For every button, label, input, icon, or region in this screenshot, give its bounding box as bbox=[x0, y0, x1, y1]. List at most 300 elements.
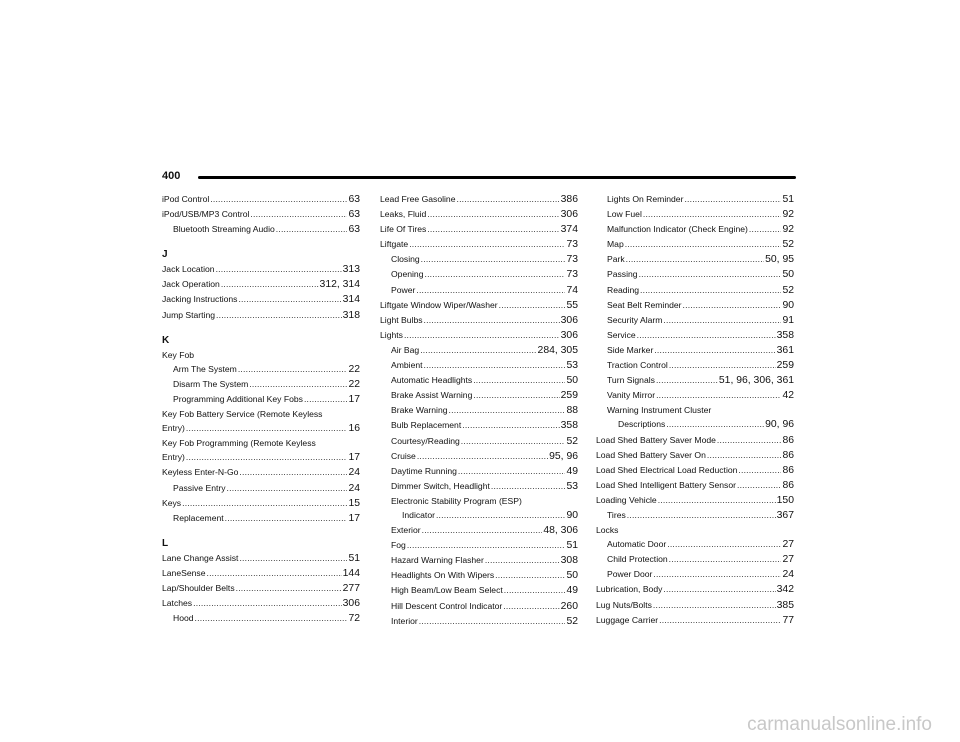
index-entry-page[interactable]: 51 bbox=[566, 540, 578, 552]
dot-leader bbox=[503, 599, 559, 613]
index-entry-page[interactable]: 53 bbox=[566, 480, 578, 492]
index-entry-title: Dimmer Switch, Headlight bbox=[391, 480, 490, 491]
dot-leader bbox=[304, 392, 348, 406]
dot-leader bbox=[427, 222, 559, 236]
dot-leader bbox=[422, 523, 543, 537]
index-entry-title: Vanity Mirror bbox=[607, 390, 656, 401]
index-entry-page[interactable]: 16 bbox=[348, 423, 360, 435]
dot-leader bbox=[186, 421, 348, 435]
index-entry bbox=[380, 523, 578, 538]
dot-leader bbox=[225, 511, 348, 525]
index-entry-page[interactable]: 91 bbox=[782, 314, 794, 326]
index-entry-page[interactable]: 52 bbox=[782, 284, 794, 296]
index-entry-title: Jacking Instructions bbox=[162, 294, 238, 305]
index-entry-page[interactable]: 24 bbox=[348, 467, 360, 479]
index-entry-title: Lights bbox=[380, 329, 403, 340]
index-entry-title: Lead Free Gasoline bbox=[380, 194, 456, 204]
dot-leader bbox=[625, 237, 782, 251]
dot-leader bbox=[485, 553, 560, 567]
index-entry bbox=[380, 192, 578, 207]
index-entry bbox=[596, 598, 794, 613]
index-entry bbox=[162, 566, 360, 581]
index-entry-title: Bulb Replacement bbox=[391, 420, 462, 431]
dot-leader bbox=[663, 313, 781, 327]
index-entry-title: Hazard Warning Flasher bbox=[391, 555, 484, 566]
dot-leader bbox=[663, 582, 775, 596]
index-entry-page[interactable]: 88 bbox=[566, 405, 578, 417]
dot-leader bbox=[404, 328, 560, 342]
dot-leader bbox=[639, 267, 782, 281]
index-entry bbox=[380, 343, 578, 358]
index-entry-title: Entry) bbox=[162, 423, 185, 434]
index-entry-page[interactable]: 52 bbox=[566, 615, 578, 627]
index-entry-page[interactable]: 86 bbox=[782, 449, 794, 461]
index-entry-title: Passing bbox=[607, 269, 638, 280]
index-entry-page[interactable]: 260 bbox=[560, 600, 578, 612]
index-entry-page[interactable]: 150 bbox=[776, 494, 794, 506]
index-entry-page[interactable]: 24 bbox=[348, 482, 360, 494]
index-entry-title: Arm The System bbox=[173, 363, 237, 374]
index-entry-page[interactable]: 17 bbox=[348, 393, 360, 405]
index-entry bbox=[380, 418, 578, 433]
index-entry-page[interactable]: 27 bbox=[782, 539, 794, 551]
dot-leader bbox=[656, 373, 718, 387]
index-entry-title: Tires bbox=[607, 509, 626, 520]
dot-leader bbox=[227, 481, 348, 495]
index-entry bbox=[162, 450, 360, 465]
dot-leader bbox=[417, 449, 548, 463]
index-entry-title: Load Shed Battery Saver On bbox=[596, 449, 706, 460]
index-entry-page[interactable]: 92 bbox=[782, 224, 794, 236]
index-entry-page[interactable]: 342 bbox=[776, 584, 794, 596]
dot-leader bbox=[409, 237, 565, 251]
index-entry-page[interactable]: 306 bbox=[560, 209, 578, 221]
index-entry-page[interactable]: 42 bbox=[782, 390, 794, 402]
dot-leader bbox=[186, 450, 348, 464]
index-entry bbox=[162, 192, 360, 207]
index-entry-page[interactable]: 308 bbox=[560, 555, 578, 567]
index-entry-page[interactable]: 50, 95 bbox=[765, 254, 794, 266]
watermark-link[interactable]: carmanualsonline.info bbox=[747, 714, 932, 735]
index-entry-page[interactable]: 73 bbox=[566, 254, 578, 266]
index-entry-page[interactable]: 259 bbox=[776, 360, 794, 372]
dot-leader bbox=[659, 613, 781, 627]
dot-leader bbox=[626, 252, 764, 266]
index-entry bbox=[596, 523, 794, 537]
index-entry-page[interactable]: 27 bbox=[782, 554, 794, 566]
index-entry bbox=[596, 508, 794, 523]
dot-leader bbox=[425, 267, 566, 281]
index-entry bbox=[380, 267, 578, 282]
index-entry-page[interactable]: 312, 314 bbox=[319, 279, 360, 291]
dot-leader bbox=[421, 252, 566, 266]
dot-leader bbox=[239, 465, 347, 479]
index-entry bbox=[162, 207, 360, 222]
index-entry bbox=[596, 192, 794, 207]
index-entry bbox=[162, 496, 360, 511]
index-entry-title: Reading bbox=[607, 284, 640, 295]
index-entry bbox=[380, 614, 578, 629]
dot-leader bbox=[495, 568, 565, 582]
index-entry bbox=[380, 298, 578, 313]
index-entry-page[interactable]: 55 bbox=[566, 299, 578, 311]
index-entry bbox=[596, 448, 794, 463]
index-entry-page[interactable]: 284, 305 bbox=[537, 344, 578, 356]
index-entry bbox=[380, 464, 578, 479]
dot-leader bbox=[658, 493, 776, 507]
index-entry-title: Replacement bbox=[173, 512, 224, 523]
index-entry-title: Automatic Door bbox=[607, 539, 667, 550]
dot-leader bbox=[436, 508, 565, 522]
index-entry-title: iPod/USB/MP3 Control bbox=[162, 209, 250, 220]
dot-leader bbox=[717, 433, 782, 447]
index-entry-page[interactable]: 306 bbox=[560, 314, 578, 326]
index-entry bbox=[380, 283, 578, 298]
index-entry bbox=[162, 362, 360, 377]
index-entry bbox=[596, 478, 794, 493]
index-entry bbox=[162, 392, 360, 407]
index-entry bbox=[162, 596, 360, 611]
index-entry-title: Child Protection bbox=[607, 554, 668, 565]
index-entry bbox=[162, 222, 360, 237]
dot-leader bbox=[669, 358, 776, 372]
index-entry-title: Traction Control bbox=[607, 360, 668, 371]
index-entry bbox=[596, 358, 794, 373]
index-entry-page[interactable]: 73 bbox=[566, 239, 578, 251]
index-entry bbox=[162, 421, 360, 436]
index-entry-title: Low Fuel bbox=[607, 209, 642, 220]
index-entry-page[interactable]: 50 bbox=[782, 269, 794, 281]
index-entry bbox=[380, 599, 578, 614]
index-entry bbox=[596, 373, 794, 388]
index-entry-title: Hood bbox=[173, 613, 194, 624]
header-rule bbox=[198, 176, 796, 179]
index-entry-title: iPod Control bbox=[162, 194, 210, 204]
index-entry-title: Key Fob bbox=[162, 349, 195, 360]
index-entry-page[interactable]: 17 bbox=[348, 512, 360, 524]
dot-leader bbox=[627, 508, 776, 522]
index-entry-title: Locks bbox=[596, 525, 619, 536]
index-entry-page[interactable]: 306 bbox=[342, 598, 360, 610]
dot-leader bbox=[667, 537, 781, 551]
index-entry bbox=[380, 434, 578, 449]
index-entry-page[interactable]: 51 bbox=[348, 552, 360, 564]
dot-leader bbox=[216, 262, 342, 276]
dot-leader bbox=[473, 373, 565, 387]
dot-leader bbox=[461, 434, 566, 448]
index-entry-title: Entry) bbox=[162, 452, 185, 463]
index-entry bbox=[162, 611, 360, 626]
index-entry-page[interactable]: 144 bbox=[342, 567, 360, 579]
index-entry bbox=[596, 582, 794, 597]
index-entry-title: Latches bbox=[162, 598, 193, 609]
dot-leader bbox=[684, 192, 781, 206]
index-entry-title: Headlights On With Wipers bbox=[391, 570, 495, 581]
index-entry-page[interactable]: 86 bbox=[782, 479, 794, 491]
index-entry bbox=[596, 252, 794, 267]
index-entry-title: Side Marker bbox=[607, 344, 654, 355]
index-entry-page[interactable]: 22 bbox=[348, 378, 360, 390]
index-entry bbox=[596, 222, 794, 237]
index-entry bbox=[596, 552, 794, 567]
index-entry-title: Lights On Reminder bbox=[607, 194, 684, 204]
index-entry-title: Liftgate bbox=[380, 239, 409, 250]
index-entry-title: Descriptions bbox=[618, 419, 666, 430]
index-entry bbox=[596, 237, 794, 252]
index-entry bbox=[162, 436, 360, 450]
index-entry-title: Load Shed Electrical Load Reduction bbox=[596, 464, 738, 475]
index-entry-page[interactable]: 92 bbox=[782, 209, 794, 221]
index-entry-page[interactable]: 48, 306 bbox=[543, 525, 578, 537]
index-entry bbox=[380, 568, 578, 583]
index-entry-title: Life Of Tires bbox=[380, 224, 427, 235]
index-entry bbox=[380, 358, 578, 373]
index-entry bbox=[380, 222, 578, 237]
dot-leader bbox=[182, 496, 347, 510]
index-letter-heading: K bbox=[162, 334, 170, 346]
index-entry-title: Service bbox=[607, 329, 636, 340]
index-entry bbox=[162, 277, 360, 292]
index-entry-page[interactable]: 90 bbox=[566, 509, 578, 521]
dot-leader bbox=[221, 277, 319, 291]
dot-leader bbox=[420, 343, 536, 357]
index-entry bbox=[162, 581, 360, 596]
index-entry-title: Closing bbox=[391, 254, 420, 265]
index-entry bbox=[380, 449, 578, 464]
index-entry-title: Power Door bbox=[607, 569, 653, 580]
index-entry-title: Opening bbox=[391, 269, 424, 280]
index-entry-title: Indicator bbox=[402, 509, 435, 520]
index-entry-title: Turn Signals bbox=[607, 375, 655, 386]
index-entry bbox=[596, 298, 794, 313]
index-entry-page[interactable]: 49 bbox=[566, 465, 578, 477]
index-entry-title: Bluetooth Streaming Audio bbox=[173, 224, 275, 235]
page-number: 400 bbox=[162, 170, 181, 182]
index-entry-page[interactable]: 306 bbox=[560, 329, 578, 341]
dot-leader bbox=[749, 222, 782, 236]
index-entry bbox=[596, 343, 794, 358]
dot-leader bbox=[640, 283, 781, 297]
index-letter-heading: J bbox=[162, 249, 168, 261]
index-entry-page[interactable]: 22 bbox=[348, 363, 360, 375]
dot-leader bbox=[207, 566, 342, 580]
index-entry-page[interactable]: 277 bbox=[342, 582, 360, 594]
index-entry bbox=[162, 348, 360, 362]
index-entry bbox=[596, 328, 794, 343]
index-entry bbox=[380, 583, 578, 598]
index-entry-title: Keyless Enter-N-Go bbox=[162, 467, 239, 478]
index-entry-page[interactable]: 90, 96 bbox=[765, 419, 794, 431]
index-entry-title: Malfunction Indicator (Check Engine) bbox=[607, 224, 748, 235]
index-entry-title: Key Fob Programming (Remote Keyless bbox=[162, 438, 316, 449]
index-entry-page[interactable]: 72 bbox=[348, 613, 360, 625]
dot-leader bbox=[669, 552, 782, 566]
index-entry-page[interactable]: 358 bbox=[776, 329, 794, 341]
dot-leader bbox=[449, 403, 566, 417]
index-entry bbox=[162, 407, 360, 421]
index-entry bbox=[162, 511, 360, 526]
index-entry-title: Luggage Carrier bbox=[596, 614, 659, 625]
dot-leader bbox=[738, 463, 781, 477]
index-entry-page[interactable]: 17 bbox=[348, 452, 360, 464]
index-entry-page[interactable]: 53 bbox=[566, 360, 578, 372]
index-entry bbox=[596, 613, 794, 628]
dot-leader bbox=[504, 583, 566, 597]
index-entry bbox=[162, 465, 360, 480]
index-entry bbox=[596, 207, 794, 222]
index-entry-page[interactable]: 259 bbox=[560, 390, 578, 402]
index-entry-page[interactable]: 313 bbox=[342, 264, 360, 276]
index-entry bbox=[380, 508, 578, 523]
dot-leader bbox=[458, 464, 566, 478]
index-entry-page[interactable]: 374 bbox=[560, 224, 578, 236]
dot-leader bbox=[473, 388, 559, 402]
index-entry-page[interactable]: 86 bbox=[782, 464, 794, 476]
index-entry-page[interactable]: 314 bbox=[342, 294, 360, 306]
dot-leader bbox=[462, 418, 559, 432]
index-entry bbox=[380, 403, 578, 418]
index-entry-page[interactable]: 318 bbox=[342, 309, 360, 321]
dot-leader bbox=[491, 479, 566, 493]
index-entry bbox=[596, 433, 794, 448]
index-entry-page[interactable]: 51 bbox=[782, 194, 794, 205]
index-entry-page[interactable]: 367 bbox=[776, 509, 794, 521]
dot-leader bbox=[637, 328, 776, 342]
index-column-2 bbox=[380, 192, 578, 629]
index-entry bbox=[596, 313, 794, 328]
dot-leader bbox=[195, 611, 348, 625]
dot-leader bbox=[239, 551, 347, 565]
index-letter-heading: L bbox=[162, 537, 169, 549]
index-entry-title: Fog bbox=[391, 540, 406, 551]
index-entry-title: High Beam/Low Beam Select bbox=[391, 585, 503, 596]
index-entry-title: Automatic Headlights bbox=[391, 375, 473, 386]
index-entry bbox=[162, 551, 360, 566]
index-entry-page[interactable]: 90 bbox=[782, 299, 794, 311]
dot-leader bbox=[683, 298, 782, 312]
dot-leader bbox=[216, 308, 342, 322]
index-entry-title: Lug Nuts/Bolts bbox=[596, 599, 652, 610]
index-entry bbox=[596, 493, 794, 508]
index-entry-page[interactable]: 50 bbox=[566, 570, 578, 582]
dot-leader bbox=[238, 362, 348, 376]
index-entry-title: Lubrication, Body bbox=[596, 584, 663, 595]
index-entry-page[interactable]: 63 bbox=[348, 209, 360, 221]
index-entry-page[interactable]: 77 bbox=[782, 614, 794, 626]
index-entry-title: Map bbox=[607, 239, 624, 250]
dot-leader bbox=[250, 207, 347, 221]
dot-leader bbox=[643, 207, 782, 221]
dot-leader bbox=[193, 596, 342, 610]
index-entry-page[interactable]: 386 bbox=[560, 194, 578, 205]
index-entry-page[interactable]: 50 bbox=[566, 375, 578, 387]
index-entry-title: Loading Vehicle bbox=[596, 494, 657, 505]
index-entry-title: Seat Belt Reminder bbox=[607, 299, 682, 310]
dot-leader bbox=[737, 478, 781, 492]
index-entry-title: Load Shed Intelligent Battery Sensor bbox=[596, 479, 736, 490]
index-entry-title: Jack Location bbox=[162, 264, 215, 275]
index-entry bbox=[162, 377, 360, 392]
index-entry-title: Daytime Running bbox=[391, 465, 457, 476]
dot-leader bbox=[424, 313, 560, 327]
dot-leader bbox=[249, 377, 347, 391]
dot-leader bbox=[427, 207, 559, 221]
index-entry bbox=[380, 328, 578, 343]
index-entry-title: Light Bulbs bbox=[380, 314, 423, 325]
index-entry-title: Air Bag bbox=[391, 344, 420, 355]
index-entry-page[interactable]: 74 bbox=[566, 284, 578, 296]
index-entry bbox=[380, 479, 578, 494]
index-entry-title: Courtesy/Reading bbox=[391, 435, 460, 446]
index-entry-title: Cruise bbox=[391, 450, 416, 461]
index-column-3 bbox=[596, 192, 794, 628]
index-entry-page[interactable]: 63 bbox=[348, 224, 360, 236]
index-entry-page[interactable]: 95, 96 bbox=[549, 450, 578, 462]
index-entry-title: LaneSense bbox=[162, 567, 206, 578]
index-entry-page[interactable]: 86 bbox=[782, 434, 794, 446]
index-entry bbox=[596, 283, 794, 298]
index-entry-page[interactable]: 358 bbox=[560, 420, 578, 432]
index-entry-title: Lane Change Assist bbox=[162, 552, 239, 563]
dot-leader bbox=[210, 192, 347, 206]
dot-leader bbox=[499, 298, 566, 312]
index-entry-page[interactable]: 73 bbox=[566, 269, 578, 281]
index-entry-page[interactable]: 385 bbox=[776, 599, 794, 611]
index-entry-title: Lap/Shoulder Belts bbox=[162, 582, 235, 593]
index-entry-page[interactable]: 52 bbox=[566, 435, 578, 447]
index-entry-page[interactable]: 49 bbox=[566, 585, 578, 597]
index-entry-page[interactable]: 24 bbox=[782, 569, 794, 581]
index-entry-page[interactable]: 361 bbox=[776, 344, 794, 356]
index-entry-title: Brake Assist Warning bbox=[391, 390, 473, 401]
index-entry-title: Passive Entry bbox=[173, 482, 226, 493]
dot-leader bbox=[653, 567, 781, 581]
dot-leader bbox=[236, 581, 342, 595]
index-entry-page[interactable]: 51, 96, 306, 361 bbox=[718, 375, 794, 387]
dot-leader bbox=[707, 448, 782, 462]
index-entry-title: Power bbox=[391, 284, 416, 295]
index-entry bbox=[380, 388, 578, 403]
index-entry bbox=[162, 481, 360, 496]
index-entry-title: Warning Instrument Cluster bbox=[607, 405, 712, 416]
dot-leader bbox=[424, 358, 566, 372]
index-entry-title: Load Shed Battery Saver Mode bbox=[596, 434, 716, 445]
index-entry-title: Security Alarm bbox=[607, 314, 663, 325]
index-entry-page[interactable]: 15 bbox=[348, 497, 360, 509]
index-entry bbox=[596, 463, 794, 478]
index-entry bbox=[596, 417, 794, 432]
index-entry bbox=[596, 567, 794, 582]
index-entry-title: Ambient bbox=[391, 360, 423, 371]
index-entry bbox=[380, 313, 578, 328]
index-entry-title: Liftgate Window Wiper/Washer bbox=[380, 299, 498, 310]
index-entry-page[interactable]: 52 bbox=[782, 239, 794, 251]
index-entry-title: Leaks, Fluid bbox=[380, 209, 427, 220]
index-entry bbox=[380, 252, 578, 267]
index-entry bbox=[380, 207, 578, 222]
index-entry bbox=[380, 538, 578, 553]
index-entry bbox=[596, 403, 794, 417]
index-entry-title: Jump Starting bbox=[162, 309, 216, 320]
index-entry-page[interactable]: 63 bbox=[348, 194, 360, 205]
dot-leader bbox=[653, 598, 776, 612]
index-entry-title: Interior bbox=[391, 615, 418, 626]
index-entry-title: Electronic Stability Program (ESP) bbox=[391, 495, 522, 506]
index-entry-title: Exterior bbox=[391, 525, 421, 536]
index-entry bbox=[162, 308, 360, 323]
dot-leader bbox=[407, 538, 566, 552]
dot-leader bbox=[666, 417, 764, 431]
